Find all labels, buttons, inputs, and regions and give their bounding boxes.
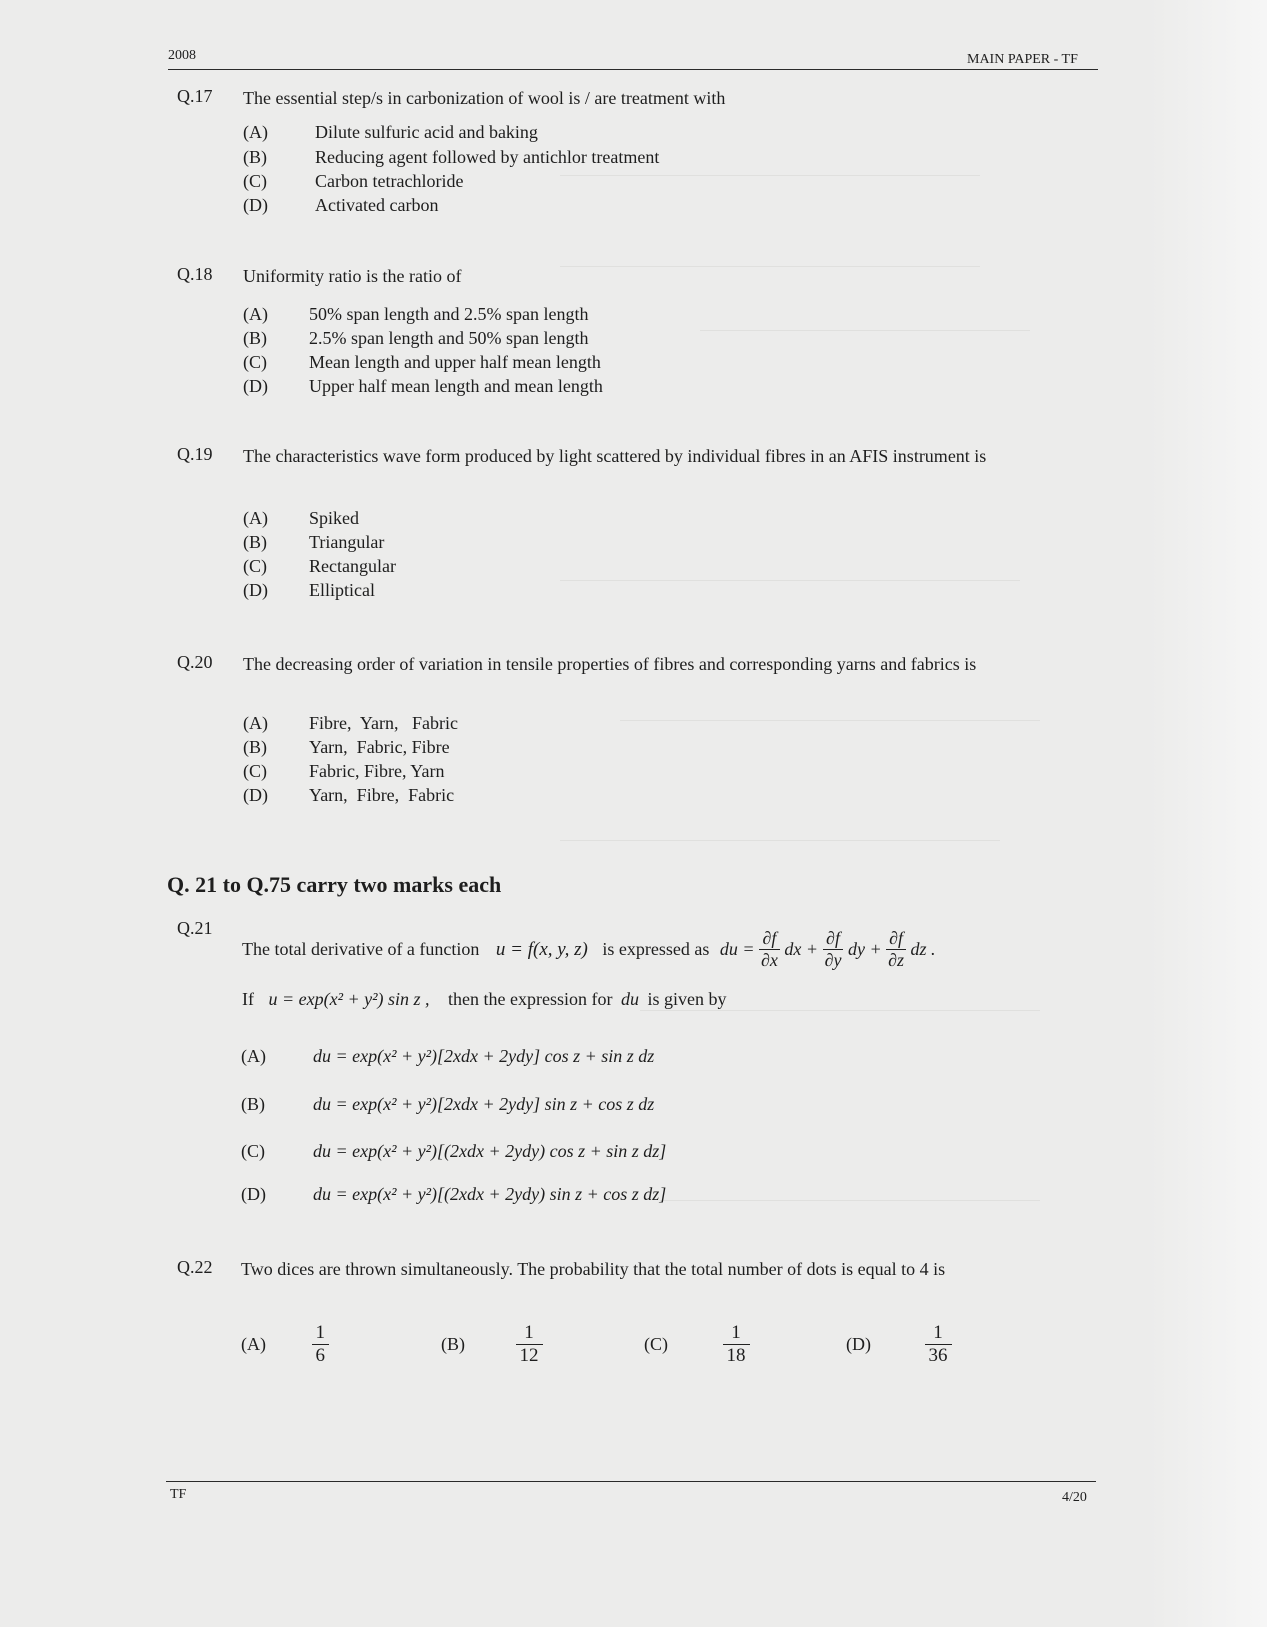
partial-numerator: ∂f xyxy=(889,928,903,948)
option-label: (A) xyxy=(241,1334,266,1354)
option-b xyxy=(241,1092,654,1117)
header-paper: MAIN PAPER - TF xyxy=(967,52,1078,67)
option-text: 50% span length and 2.5% span length xyxy=(309,304,589,324)
option-text: Rectangular xyxy=(309,556,396,576)
option-text: Triangular xyxy=(309,532,385,552)
total-derivative-lhs: du = xyxy=(719,939,755,959)
option-a xyxy=(241,1322,329,1367)
option-expression: du = exp(x² + y²)[2xdx + 2ydy] cos z + sin z dz xyxy=(313,1046,655,1066)
option-label: (B) xyxy=(243,532,267,552)
partial-fraction-y xyxy=(823,928,844,971)
option-label: (A) xyxy=(241,1046,266,1066)
page-number: 4/20 xyxy=(1062,1490,1087,1505)
option-label: (D) xyxy=(846,1334,871,1354)
option-c xyxy=(644,1322,750,1367)
option-c xyxy=(243,554,396,579)
option-b xyxy=(441,1322,543,1367)
header-rule xyxy=(168,69,1098,70)
total-derivative-statement xyxy=(242,928,936,971)
partial-denominator: ∂y xyxy=(824,950,842,970)
question-text: Uniformity ratio is the ratio of xyxy=(243,266,462,286)
option-a xyxy=(243,302,588,327)
question-text: The characteristics wave form produced by light scattered by individual fibres in an AFIS instrument is xyxy=(243,446,987,466)
option-text: Spiked xyxy=(309,508,360,528)
condition-line xyxy=(242,989,727,1010)
option-expression: du = exp(x² + y²)[(2xdx + 2ydy) sin z + cos z dz] xyxy=(313,1184,667,1204)
option-d xyxy=(243,783,454,808)
option-text: Carbon tetrachloride xyxy=(315,171,464,191)
footer-rule xyxy=(166,1481,1096,1482)
dy-term: dy + xyxy=(847,939,882,959)
option-text: Yarn, Fibre, Fabric xyxy=(309,785,455,805)
numerator: 1 xyxy=(933,1322,943,1343)
option-label: (C) xyxy=(243,171,267,191)
header-year: 2008 xyxy=(168,48,196,63)
option-text: Activated carbon xyxy=(315,195,439,215)
option-label: (C) xyxy=(243,352,267,372)
partial-numerator: ∂f xyxy=(826,928,840,948)
option-a xyxy=(243,711,458,736)
option-b xyxy=(243,735,450,760)
fraction xyxy=(516,1322,543,1367)
option-a xyxy=(243,120,538,145)
statement-text: The total derivative of a function xyxy=(242,939,480,959)
option-c xyxy=(243,169,463,194)
question-text: Two dices are thrown simultaneously. The probability that the total number of dots is equal to 4 is xyxy=(241,1259,946,1279)
option-c xyxy=(243,759,445,784)
option-label: (A) xyxy=(243,713,268,733)
condition-expression: u = exp(x² + y²) sin z , xyxy=(268,989,430,1009)
option-label: (D) xyxy=(241,1184,266,1204)
option-text: Yarn, Fabric, Fibre xyxy=(309,737,450,757)
denominator: 18 xyxy=(723,1344,750,1367)
option-d xyxy=(243,193,438,218)
option-b xyxy=(243,326,588,351)
question-number: Q.19 xyxy=(177,444,213,464)
option-label: (A) xyxy=(243,304,268,324)
option-text: Fibre, Yarn, Fabric xyxy=(309,713,458,733)
option-c xyxy=(241,1139,666,1164)
option-label: (A) xyxy=(243,508,268,528)
option-text: Dilute sulfuric acid and baking xyxy=(315,122,538,142)
question-number: Q.17 xyxy=(177,86,213,106)
option-label: (B) xyxy=(441,1334,465,1354)
option-label: (D) xyxy=(243,376,268,396)
question-text: The essential step/s in carbonization of wool is / are treatment with xyxy=(243,88,726,108)
option-d xyxy=(241,1182,666,1207)
question-number: Q.18 xyxy=(177,264,213,284)
denominator: 36 xyxy=(925,1344,952,1367)
fraction xyxy=(925,1322,952,1367)
partial-denominator: ∂x xyxy=(761,950,778,970)
section-heading: Q. 21 to Q.75 carry two marks each xyxy=(167,872,502,897)
option-text: Upper half mean length and mean length xyxy=(309,376,603,396)
option-text: Elliptical xyxy=(309,580,375,600)
scan-edge-shade xyxy=(1147,0,1267,1627)
option-b xyxy=(243,145,659,170)
option-label: (C) xyxy=(644,1334,668,1354)
given-by-text: is given by xyxy=(647,989,727,1009)
option-expression: du = exp(x² + y²)[(2xdx + 2ydy) cos z + sin z dz] xyxy=(313,1141,667,1161)
option-label: (D) xyxy=(243,785,268,805)
partial-fraction-x xyxy=(759,928,780,971)
option-label: (D) xyxy=(243,580,268,600)
option-label: (B) xyxy=(243,147,267,167)
du-symbol: du xyxy=(621,989,639,1009)
dx-term: dx + xyxy=(784,939,819,959)
numerator: 1 xyxy=(524,1322,534,1343)
option-d xyxy=(846,1322,952,1367)
option-label: (D) xyxy=(243,195,268,215)
option-text: Mean length and upper half mean length xyxy=(309,352,601,372)
option-label: (B) xyxy=(241,1094,265,1114)
denominator: 12 xyxy=(516,1344,543,1367)
option-text: Reducing agent followed by antichlor treatment xyxy=(315,147,660,167)
question-number: Q.21 xyxy=(177,918,213,938)
partial-numerator: ∂f xyxy=(762,928,777,948)
fraction xyxy=(723,1322,750,1367)
option-a xyxy=(243,506,359,531)
option-d xyxy=(243,374,603,399)
numerator: 1 xyxy=(731,1322,741,1343)
question-text: The decreasing order of variation in tensile properties of fibres and corresponding yarns and fabrics is xyxy=(243,654,977,674)
statement-text: is expressed as xyxy=(602,939,710,959)
option-label: (B) xyxy=(243,737,267,757)
partial-fraction-z xyxy=(886,928,906,971)
footer-code: TF xyxy=(170,1487,187,1502)
option-text: Fabric, Fibre, Yarn xyxy=(309,761,445,781)
numerator: 1 xyxy=(315,1322,325,1343)
denominator: 6 xyxy=(312,1344,330,1367)
option-c xyxy=(243,350,601,375)
question-number: Q.22 xyxy=(177,1257,213,1277)
option-label: (A) xyxy=(243,122,268,142)
option-label: (C) xyxy=(241,1141,265,1161)
then-text: then the expression for xyxy=(448,989,613,1009)
function-expression: u = f(x, y, z) xyxy=(495,938,588,960)
question-number: Q.20 xyxy=(177,652,213,672)
fraction xyxy=(312,1322,330,1367)
option-text: 2.5% span length and 50% span length xyxy=(309,328,589,348)
option-b xyxy=(243,530,384,555)
partial-denominator: ∂z xyxy=(888,950,904,970)
option-d xyxy=(243,578,375,603)
option-expression: du = exp(x² + y²)[2xdx + 2ydy] sin z + cos z dz xyxy=(313,1094,655,1114)
option-a xyxy=(241,1044,654,1069)
dz-term: dz . xyxy=(910,939,936,959)
option-label: (C) xyxy=(243,556,267,576)
option-label: (B) xyxy=(243,328,267,348)
option-label: (C) xyxy=(243,761,267,781)
if-word: If xyxy=(242,989,254,1009)
